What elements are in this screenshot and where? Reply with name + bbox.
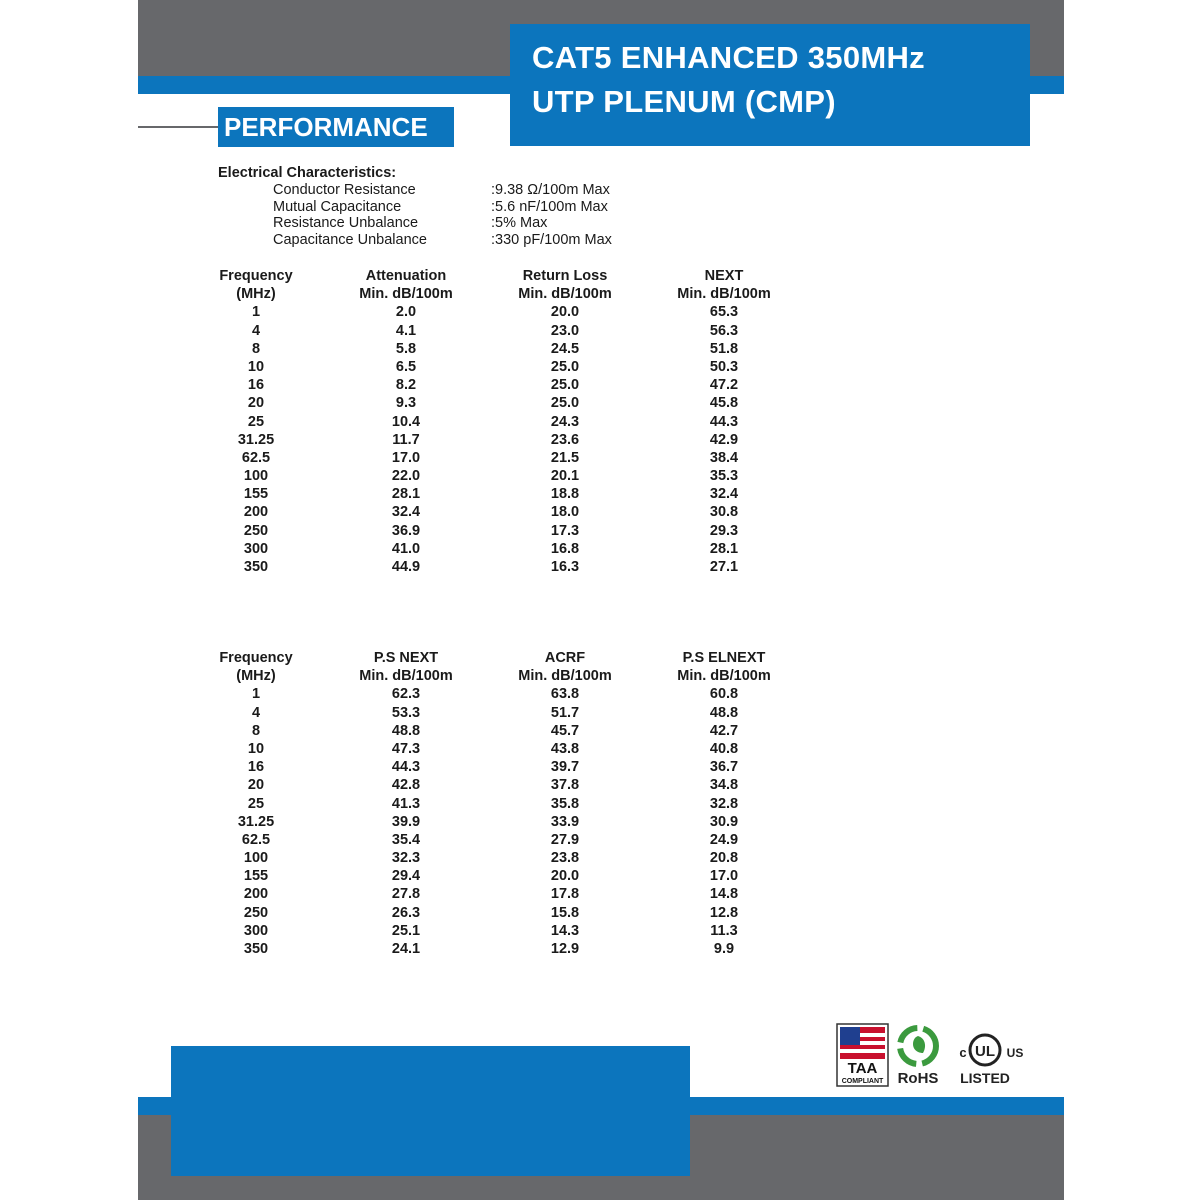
table-cell: 6.5	[395, 358, 417, 375]
table-cell: 53.3	[391, 704, 421, 721]
table-cell: 27.8	[391, 886, 421, 903]
table-cell: 20.1	[550, 468, 580, 485]
column-header: P.S ELNEXT	[682, 650, 766, 666]
electrical-row	[218, 232, 612, 249]
table-cell: 32.4	[391, 504, 421, 521]
ul-c-text: c	[959, 1045, 967, 1060]
table-cell: 200	[243, 504, 269, 521]
table-cell: 31.25	[237, 813, 275, 830]
table-cell: 155	[243, 868, 269, 885]
table-cell: 12.9	[550, 941, 580, 957]
table-cell: 42.8	[391, 777, 421, 794]
table-cell: 250	[243, 522, 269, 539]
table-cell: 16.8	[550, 540, 580, 557]
table-cell: 24.1	[391, 941, 421, 957]
table-cell: 17.0	[709, 868, 739, 885]
column-header: Return Loss	[522, 268, 608, 284]
table-cell: 9.3	[395, 395, 417, 412]
table-cell: 41.3	[391, 795, 421, 812]
table-cell: 50.3	[709, 358, 739, 375]
table-cell: 11.3	[710, 922, 738, 939]
table-cell: 33.9	[550, 813, 580, 830]
rohs-logo	[898, 1028, 939, 1087]
table-cell: 39.7	[550, 759, 580, 776]
ul-listed-text: LISTED	[960, 1070, 1010, 1086]
table-cell: 20.0	[550, 868, 580, 885]
electrical-value: :5.6 nF/100m Max	[491, 198, 608, 215]
table-cell: 56.3	[709, 322, 739, 339]
table-cell: 62.5	[241, 449, 271, 466]
table-cell: 41.0	[391, 540, 421, 557]
title-box	[510, 24, 1030, 146]
table-cell: 15.8	[550, 904, 580, 921]
table-cell: 44.9	[391, 559, 421, 575]
table-cell: 31.25	[237, 431, 275, 448]
table-cell: 23.6	[550, 431, 580, 448]
table-cell: 51.8	[709, 340, 739, 357]
table-cell: 1	[251, 304, 261, 321]
section-title: PERFORMANCE	[218, 107, 454, 147]
table-cell: 14.8	[709, 886, 739, 903]
table-cell: 27.9	[550, 831, 580, 848]
taa-text: TAA	[847, 1060, 878, 1077]
table-cell: 10	[247, 740, 265, 757]
table-cell: 20.0	[550, 304, 580, 321]
electrical-value: :330 pF/100m Max	[491, 232, 612, 249]
table-cell: 24.9	[709, 831, 739, 848]
table-cell: 5.8	[395, 340, 417, 357]
table-cell: 17.0	[391, 449, 421, 466]
table-cell: 11.7	[392, 431, 420, 448]
table-cell: 28.1	[391, 486, 421, 503]
column-unit-header: Min. dB/100m	[359, 286, 453, 303]
table-cell: 2.0	[395, 304, 417, 321]
table-cell: 62.3	[391, 686, 421, 703]
table-cell: 250	[243, 904, 269, 921]
column-unit-header: Min. dB/100m	[518, 286, 612, 303]
title-line-2: UTP PLENUM (CMP)	[532, 84, 836, 119]
table-cell: 42.9	[709, 431, 739, 448]
table-cell: 39.9	[391, 813, 421, 830]
column-unit-header: Min. dB/100m	[677, 286, 771, 303]
column-header: Frequency	[219, 650, 293, 666]
table-cell: 16	[247, 759, 265, 776]
taa-logo	[837, 1024, 888, 1086]
table-cell: 48.8	[391, 722, 421, 739]
table-cell: 155	[243, 486, 269, 503]
table-cell: 18.0	[550, 504, 580, 521]
table-cell: 17.8	[550, 886, 580, 903]
table-cell: 25	[247, 795, 265, 812]
table-cell: 28.1	[709, 540, 739, 557]
ul-mark-text: UL	[975, 1043, 995, 1060]
table-cell: 4	[251, 704, 261, 721]
table-cell: 22.0	[391, 468, 421, 485]
table-cell: 25	[247, 413, 265, 430]
table-cell: 51.7	[550, 704, 580, 721]
rohs-text: RoHS	[897, 1070, 939, 1087]
column-unit-header: Min. dB/100m	[518, 668, 612, 685]
table-cell: 42.7	[709, 722, 739, 739]
table-cell: 60.8	[709, 686, 739, 703]
column-header: P.S NEXT	[373, 650, 439, 666]
table-cell: 44.3	[391, 759, 421, 776]
column-unit-header: (MHz)	[236, 668, 276, 685]
table-cell: 63.8	[550, 686, 580, 703]
table-cell: 10.4	[391, 413, 421, 430]
column-unit-header: (MHz)	[236, 286, 276, 303]
table-cell: 38.4	[709, 449, 739, 466]
ul-us-text: US	[1006, 1046, 1024, 1060]
electrical-label: Resistance Unbalance	[273, 215, 419, 232]
table-cell: 25.0	[550, 395, 580, 412]
electrical-label: Capacitance Unbalance	[273, 232, 427, 249]
column-header: Attenuation	[365, 268, 447, 284]
table-cell: 27.1	[709, 559, 739, 575]
table-cell: 4	[251, 322, 261, 339]
table-cell: 29.3	[709, 522, 739, 539]
electrical-value: :5% Max	[491, 215, 548, 232]
table-cell: 350	[243, 941, 269, 957]
table-cell: 4.1	[395, 322, 417, 339]
table-cell: 20	[247, 777, 265, 794]
table-cell: 25.0	[550, 358, 580, 375]
table-cell: 26.3	[391, 904, 421, 921]
table-cell: 32.8	[709, 795, 739, 812]
table-cell: 25.1	[391, 922, 421, 939]
table-cell: 65.3	[709, 304, 739, 321]
certification-logos	[835, 1022, 1035, 1088]
table-cell: 300	[243, 540, 269, 557]
electrical-characteristics	[218, 165, 612, 249]
table-cell: 43.8	[550, 740, 580, 757]
table-cell: 21.5	[550, 449, 580, 466]
table-cell: 30.9	[709, 813, 739, 830]
spec-sheet	[138, 0, 1064, 1200]
table-cell: 35.8	[550, 795, 580, 812]
table-cell: 48.8	[709, 704, 739, 721]
electrical-title: Electrical Characteristics:	[218, 165, 397, 181]
table-cell: 100	[243, 850, 269, 867]
table-cell: 32.4	[709, 486, 739, 503]
table-cell: 35.4	[391, 831, 421, 848]
table-cell: 14.3	[550, 922, 580, 939]
table-cell: 62.5	[241, 831, 271, 848]
table-cell: 20.8	[709, 850, 739, 867]
table-cell: 37.8	[550, 777, 580, 794]
footer-blue-box	[171, 1046, 690, 1176]
table-cell: 8	[251, 340, 261, 357]
table-cell: 36.9	[391, 522, 421, 539]
electrical-label: Mutual Capacitance	[273, 198, 402, 215]
table-cell: 24.3	[550, 413, 580, 430]
table-cell: 9.9	[713, 941, 735, 957]
table-cell: 23.8	[550, 850, 580, 867]
section-rule	[138, 126, 220, 128]
table-cell: 200	[243, 886, 269, 903]
column-header: Frequency	[219, 268, 293, 284]
table-cell: 45.7	[550, 722, 580, 739]
table-cell: 350	[243, 559, 269, 575]
electrical-row	[218, 198, 608, 216]
taa-subtext: COMPLIANT	[841, 1078, 884, 1085]
table-cell: 25.0	[550, 377, 580, 394]
table-cell: 17.3	[550, 522, 580, 539]
table-cell: 8.2	[395, 377, 417, 394]
table-cell: 34.8	[709, 777, 739, 794]
table-cell: 12.8	[709, 904, 739, 921]
table-cell: 1	[251, 686, 261, 703]
table-cell: 44.3	[709, 413, 739, 430]
table-cell: 100	[243, 468, 269, 485]
table-cell: 36.7	[709, 759, 739, 776]
table-cell: 47.2	[709, 377, 739, 394]
title-line-1: CAT5 ENHANCED 350MHz	[532, 40, 925, 75]
column-header: NEXT	[704, 268, 744, 284]
table-cell: 20	[247, 395, 265, 412]
table-cell: 18.8	[550, 486, 580, 503]
table-cell: 29.4	[391, 868, 421, 885]
table-cell: 32.3	[391, 850, 421, 867]
table-cell: 23.0	[550, 322, 580, 339]
table-cell: 35.3	[709, 468, 739, 485]
table-cell: 8	[251, 722, 261, 739]
table-cell: 300	[243, 922, 269, 939]
column-unit-header: Min. dB/100m	[359, 668, 453, 685]
table-cell: 40.8	[709, 740, 739, 757]
electrical-value: :9.38 Ω/100m Max	[491, 181, 610, 198]
column-header: ACRF	[544, 650, 586, 666]
table-cell: 45.8	[709, 395, 739, 412]
table-cell: 10	[247, 358, 265, 375]
table-cell: 16	[247, 377, 265, 394]
certification-logos-svg	[835, 1022, 1035, 1088]
electrical-row	[218, 215, 548, 232]
table-cell: 30.8	[709, 504, 739, 521]
ul-listed-logo	[959, 1035, 1023, 1086]
table-cell: 24.5	[550, 340, 580, 357]
electrical-row	[218, 181, 610, 199]
electrical-label: Conductor Resistance	[273, 181, 416, 198]
table-cell: 16.3	[550, 559, 580, 575]
table-cell: 47.3	[391, 740, 421, 757]
column-unit-header: Min. dB/100m	[677, 668, 771, 685]
